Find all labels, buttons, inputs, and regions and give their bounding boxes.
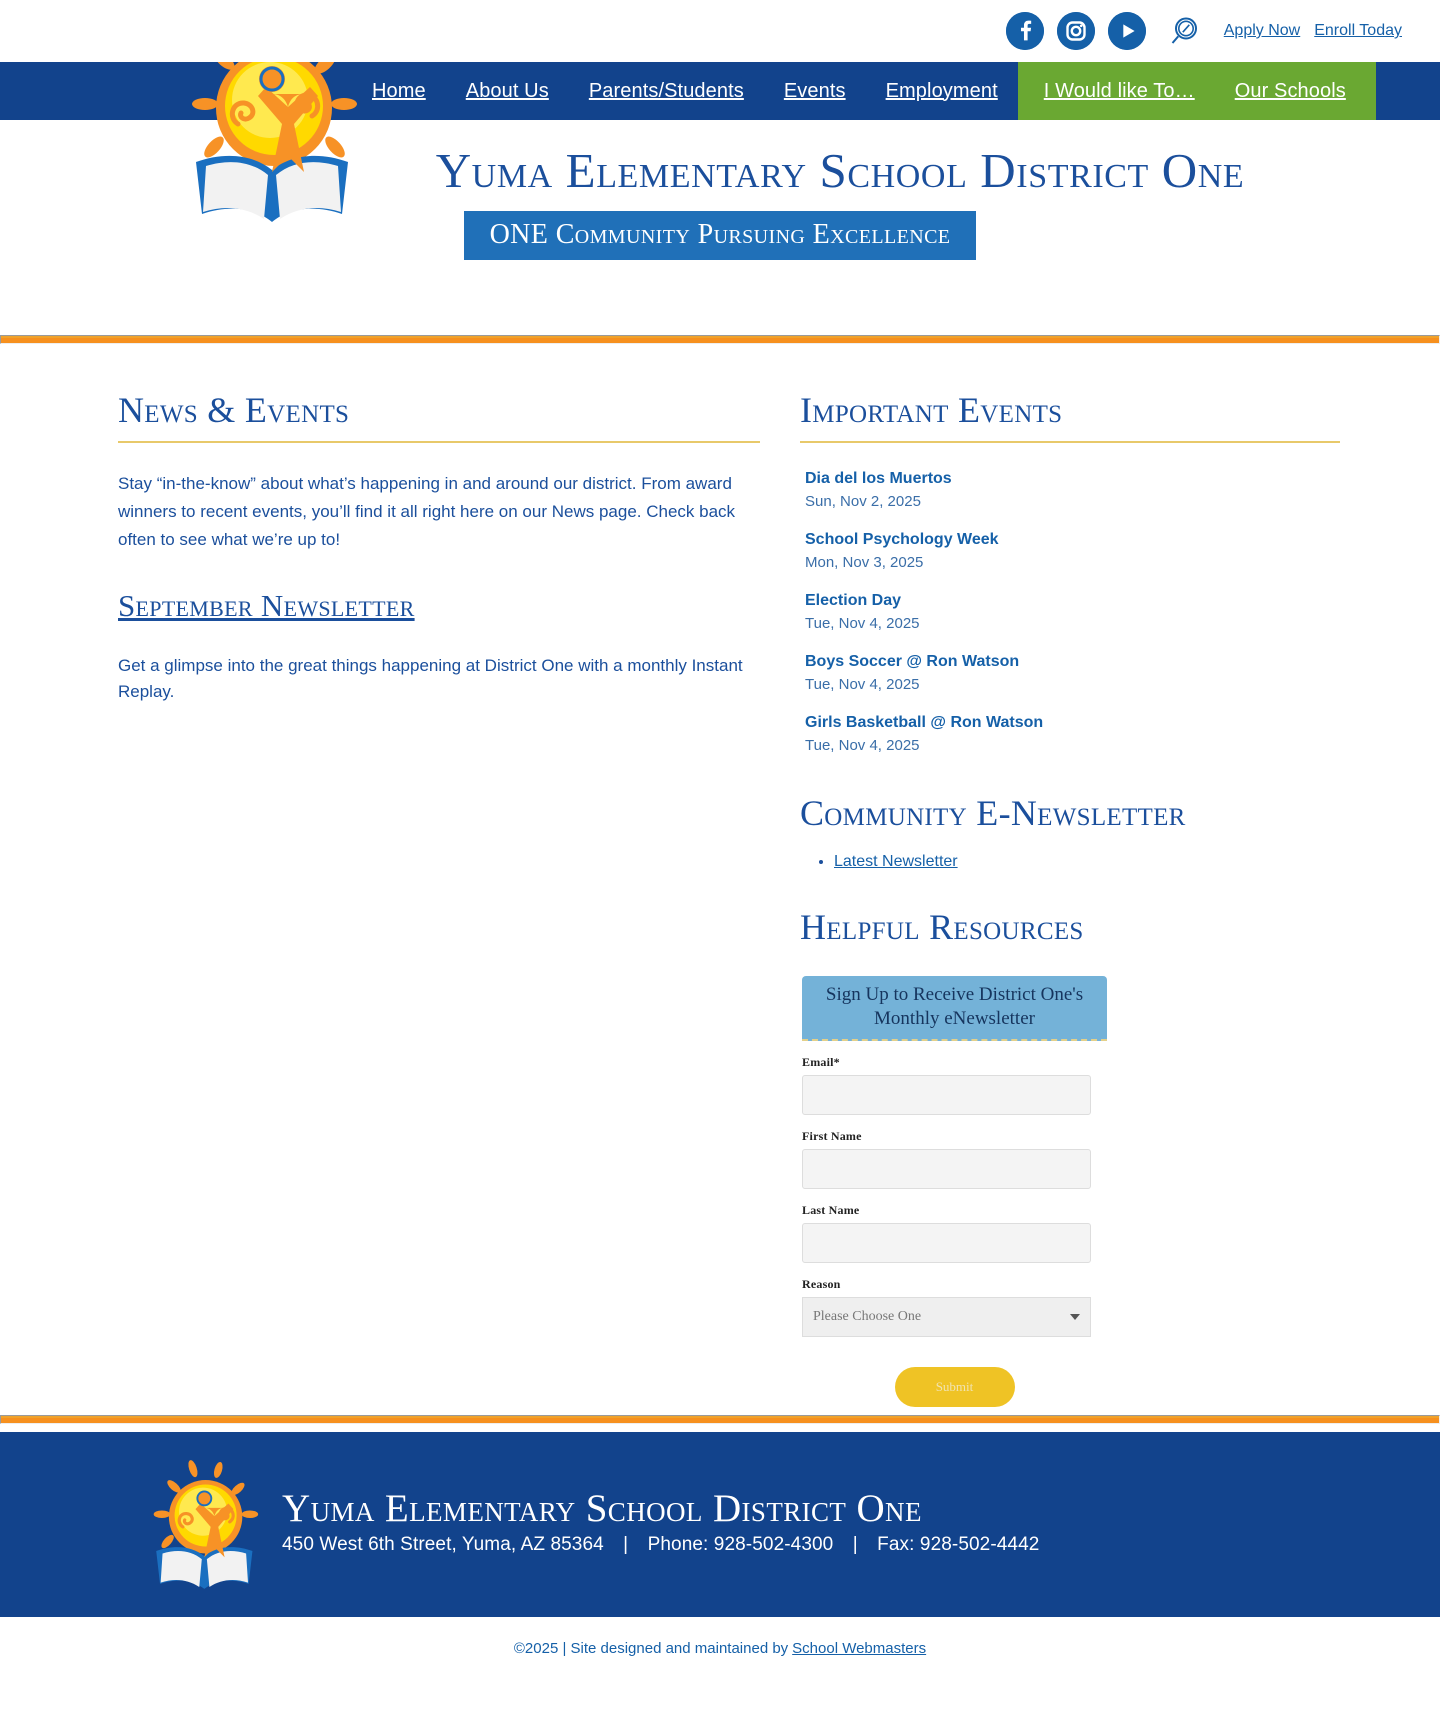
important-events-title: Important Events bbox=[800, 390, 1063, 430]
first-name-field-group bbox=[802, 1129, 1107, 1189]
enewsletter-link-list bbox=[800, 853, 1340, 871]
site-footer bbox=[0, 1432, 1440, 1617]
enewsletter-title: Community E-Newsletter bbox=[800, 793, 1186, 834]
nav-item-parents-students[interactable]: Parents/Students bbox=[588, 79, 744, 102]
facebook-icon[interactable] bbox=[1006, 12, 1044, 50]
event-date: Tue, Nov 4, 2025 bbox=[805, 737, 920, 755]
email-label: Email* bbox=[802, 1055, 840, 1070]
list-item[interactable] bbox=[805, 652, 1340, 696]
utility-bar bbox=[0, 0, 1440, 62]
event-date: Sun, Nov 2, 2025 bbox=[805, 493, 921, 511]
reason-select[interactable] bbox=[802, 1297, 1091, 1337]
search-icon[interactable] bbox=[1166, 13, 1202, 49]
divider-bottom-orange bbox=[0, 1415, 1440, 1424]
first-name-label: First Name bbox=[802, 1129, 862, 1144]
footer-text bbox=[282, 1487, 1039, 1562]
nav-item-home[interactable]: Home bbox=[372, 79, 426, 102]
sidebar-column bbox=[800, 352, 1440, 1407]
footer-district-name: Yuma Elementary School District One bbox=[282, 1487, 922, 1531]
reason-selected-value: Please Choose One bbox=[813, 1309, 922, 1325]
footer-fax: Fax: 928-502-4442 bbox=[877, 1534, 1040, 1556]
list-item[interactable] bbox=[805, 713, 1340, 757]
first-name-field[interactable] bbox=[802, 1149, 1091, 1189]
email-field[interactable] bbox=[802, 1075, 1091, 1115]
school-webmasters-link[interactable]: School Webmasters bbox=[792, 1639, 927, 1657]
news-article-summary: Get a glimpse into the great things happening at District One with a monthly Instant Replay. bbox=[118, 656, 743, 702]
event-date: Mon, Nov 3, 2025 bbox=[805, 554, 924, 572]
copyright-bar bbox=[0, 1617, 1440, 1679]
news-section-title: News & Events bbox=[118, 390, 350, 430]
news-column bbox=[0, 352, 800, 1407]
event-name[interactable]: Boys Soccer @ Ron Watson bbox=[805, 653, 1020, 671]
footer-inner bbox=[132, 1456, 1039, 1594]
reason-field-group bbox=[802, 1277, 1107, 1337]
event-name[interactable]: Girls Basketball @ Ron Watson bbox=[805, 714, 1044, 732]
submit-button[interactable]: Submit bbox=[895, 1367, 1015, 1407]
nav-item-about-us[interactable]: About Us bbox=[465, 79, 549, 102]
last-name-field-group bbox=[802, 1203, 1107, 1263]
social-links bbox=[1006, 12, 1202, 50]
events-title-underline bbox=[800, 441, 1340, 443]
divider-top-orange bbox=[0, 335, 1440, 344]
signup-form-banner: Sign Up to Receive District One's Monthly eNewsletter bbox=[802, 976, 1107, 1041]
footer-logo-icon bbox=[132, 1456, 264, 1594]
site-header bbox=[0, 120, 1440, 327]
instagram-icon[interactable] bbox=[1057, 12, 1095, 50]
email-field-group bbox=[802, 1055, 1107, 1115]
list-item[interactable] bbox=[805, 530, 1340, 574]
enroll-today-link[interactable]: Enroll Today bbox=[1314, 22, 1402, 39]
helpful-resources-title: Helpful Resources bbox=[800, 906, 1084, 947]
copyright-inner bbox=[514, 1640, 926, 1657]
tagline-banner: ONE Community Pursuing Excellence bbox=[464, 211, 977, 260]
news-intro-text: Stay “in-the-know” about what’s happening in and around our district. From award winners to recent events, you’ll find it all right here on our News page. Check back often to see what we’re up to! bbox=[118, 474, 736, 550]
footer-separator: | bbox=[623, 1534, 629, 1556]
footer-contact-line bbox=[282, 1534, 1039, 1556]
page-content bbox=[0, 352, 1440, 1407]
main-navigation bbox=[0, 62, 1440, 120]
news-title-underline bbox=[118, 441, 760, 443]
nav-item-list bbox=[352, 62, 1376, 120]
tagline-wrapper bbox=[0, 211, 1440, 260]
nav-item-our-schools[interactable]: Our Schools bbox=[1215, 62, 1376, 120]
news-article-headline[interactable]: September Newsletter bbox=[118, 588, 415, 624]
last-name-label: Last Name bbox=[802, 1203, 860, 1218]
event-date: Tue, Nov 4, 2025 bbox=[805, 676, 920, 694]
copyright-text: ©2025 | Site designed and maintained by bbox=[513, 1639, 789, 1657]
reason-label: Reason bbox=[802, 1277, 841, 1292]
list-item bbox=[834, 853, 1340, 871]
submit-row bbox=[802, 1367, 1107, 1407]
last-name-field[interactable] bbox=[802, 1223, 1091, 1263]
event-name[interactable]: School Psychology Week bbox=[805, 531, 999, 549]
events-list bbox=[800, 469, 1340, 757]
event-name[interactable]: Dia del los Muertos bbox=[805, 470, 952, 488]
nav-item-employment[interactable]: Employment bbox=[885, 79, 998, 102]
apply-now-link[interactable]: Apply Now bbox=[1223, 22, 1301, 39]
page-title: Yuma Elementary School District One bbox=[435, 143, 1245, 198]
event-name[interactable]: Election Day bbox=[805, 592, 902, 610]
latest-newsletter-link[interactable]: Latest Newsletter bbox=[834, 852, 958, 870]
enewsletter-block bbox=[800, 793, 1340, 870]
footer-address-text: 450 West 6th Street, Yuma, AZ 85364 bbox=[282, 1534, 604, 1556]
footer-phone: Phone: 928-502-4300 bbox=[647, 1534, 834, 1556]
nav-item-i-would-like-to[interactable]: I Would like To… bbox=[1018, 62, 1215, 120]
utility-links bbox=[1224, 22, 1402, 40]
footer-separator: | bbox=[852, 1534, 858, 1556]
youtube-icon[interactable] bbox=[1108, 12, 1146, 50]
event-date: Tue, Nov 4, 2025 bbox=[805, 615, 920, 633]
newsletter-signup-form bbox=[802, 976, 1107, 1407]
list-item[interactable] bbox=[805, 591, 1340, 635]
nav-item-events[interactable]: Events bbox=[783, 79, 846, 102]
list-item[interactable] bbox=[805, 469, 1340, 513]
chevron-down-icon bbox=[1070, 1314, 1080, 1320]
news-article bbox=[118, 554, 760, 705]
helpful-resources-block bbox=[800, 907, 1340, 1407]
